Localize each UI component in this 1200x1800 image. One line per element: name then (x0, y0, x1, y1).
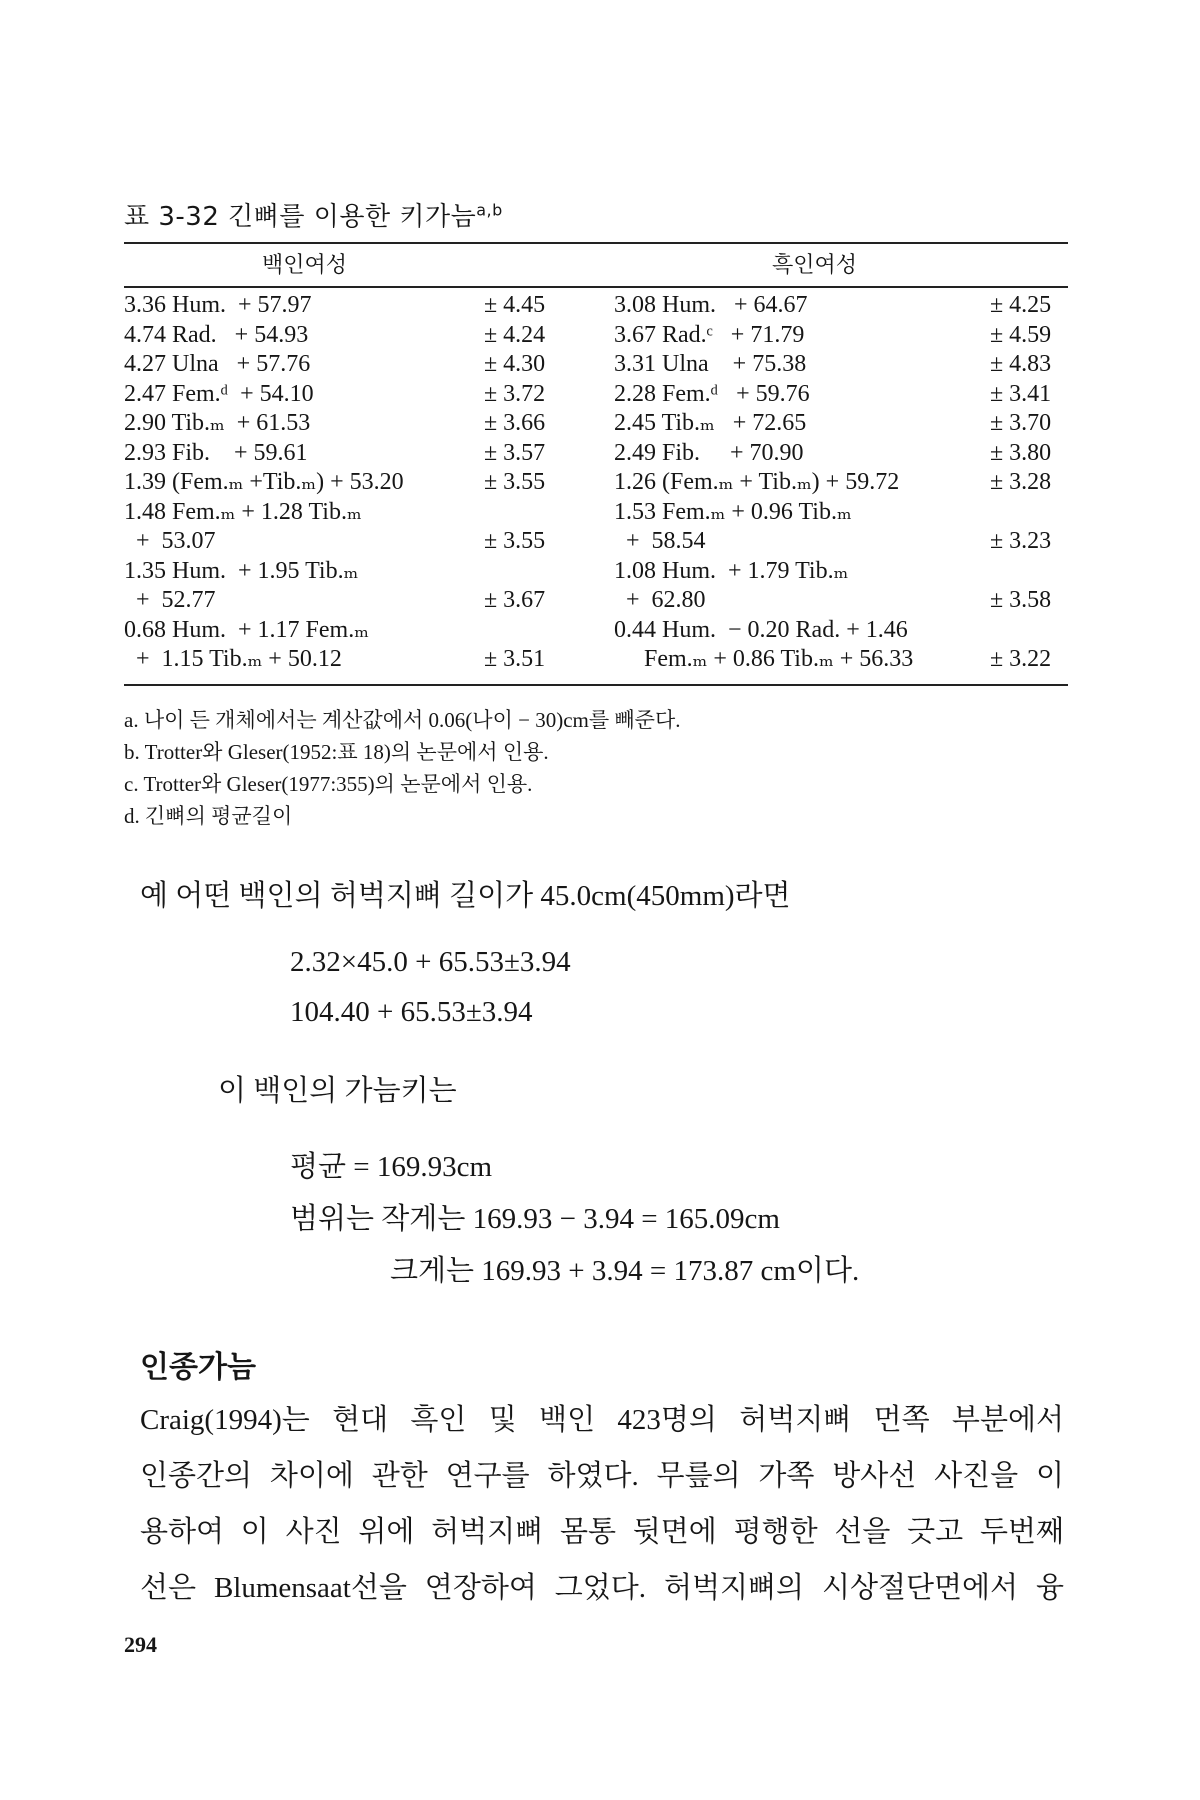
table-cell-error: ± 3.57 (484, 439, 546, 466)
table-caption (124, 196, 503, 233)
table-top-rule (124, 242, 1068, 244)
footnote-b: b. Trotter와 Gleser(1952:표 18)의 논문에서 인용. (124, 740, 549, 764)
table-caption-text: 표 3-32 긴뼈를 이용한 키가늠 (124, 202, 477, 232)
table-cell-formula: + 58.54 (614, 528, 706, 554)
table-cell-formula: 0.44 Hum. − 0.20 Rad. + 1.46 (614, 616, 908, 643)
example-result-label: 이 백인의 가늠키는 (218, 1075, 457, 1107)
footnote-c: c. Trotter와 Gleser(1977:355)의 논문에서 인용. (124, 772, 533, 796)
example-calc-1: 2.32×45.0 + 65.53±3.94 (290, 946, 571, 978)
table-cell-formula: 3.67 Rad.ᶜ + 71.79 (614, 321, 805, 348)
table-cell-formula: 3.36 Hum. + 57.97 (124, 292, 312, 318)
table-cell-formula: + 53.07 (124, 528, 216, 554)
section-heading: 인종가늠 (140, 1350, 256, 1385)
table-cell-formula: 2.93 Fib. + 59.61 (124, 439, 308, 466)
paragraph-line-2: 인종간의 차이에 관한 연구를 하였다. 무릎의 가쪽 방사선 사진을 이 (140, 1460, 1064, 1492)
example-mean: 평균 = 169.93cm (290, 1151, 493, 1183)
table-cell-error: ± 3.23 (990, 528, 1052, 554)
table-cell-error: ± 3.58 (990, 587, 1052, 613)
table-cell-error: ± 3.80 (990, 439, 1052, 466)
table-header-rule (124, 286, 1068, 288)
example-intro: 예 어떤 백인의 허벅지뼈 길이가 45.0cm(450mm)라면 (140, 880, 791, 912)
table-cell-formula: 1.08 Hum. + 1.79 Tib.ₘ (614, 557, 849, 584)
table-cell-error: ± 4.83 (990, 351, 1052, 377)
footnote-d: d. 긴뼈의 평균길이 (124, 804, 293, 828)
table-cell-formula: 2.47 Fem.ᵈ + 54.10 (124, 380, 314, 407)
table-cell-error: ± 3.28 (990, 469, 1052, 495)
paragraph-line-3: 용하여 이 사진 위에 허벅지뼈 몸통 뒷면에 평행한 선을 긋고 두번째 (140, 1516, 1064, 1548)
footnote-a: a. 나이 든 개체에서는 계산값에서 0.06(나이 − 30)cm를 빼준다. (124, 708, 681, 732)
table-cell-formula: + 62.80 (614, 587, 706, 613)
table-cell-error: ± 4.30 (484, 351, 546, 377)
table-cell-error: ± 3.41 (990, 380, 1052, 407)
paragraph-line-4: 선은 Blumensaat선을 연장하여 그었다. 허벅지뼈의 시상절단면에서 융 (140, 1572, 1064, 1604)
table-cell-formula: 2.28 Fem.ᵈ + 59.76 (614, 380, 810, 407)
body-paragraph (140, 1392, 1064, 1616)
table-cell-formula: 1.35 Hum. + 1.95 Tib.ₘ (124, 557, 359, 584)
table-cell-formula: + 1.15 Tib.ₘ + 50.12 (124, 646, 342, 672)
table-cell-formula: 0.68 Hum. + 1.17 Fem.ₘ (124, 616, 369, 643)
table-cell-error: ± 3.72 (484, 380, 546, 407)
table-cell-formula: 2.45 Tib.ₘ + 72.65 (614, 410, 807, 436)
table-cell-formula: Fem.ₘ + 0.86 Tib.ₘ + 56.33 (614, 646, 914, 672)
table-header-black-women: 흑인여성 (772, 253, 858, 278)
table-cell-formula: 2.49 Fib. + 70.90 (614, 439, 804, 466)
table-cell-error: ± 3.51 (484, 646, 546, 672)
table-cell-error: ± 3.66 (484, 410, 546, 436)
table-cell-error: ± 3.55 (484, 469, 546, 495)
table-cell-error: ± 4.25 (990, 292, 1052, 318)
table-cell-error: ± 4.45 (484, 292, 546, 318)
example-range-high: 크게는 169.93 + 3.94 = 173.87 cm이다. (390, 1255, 860, 1287)
table-cell-formula: 3.31 Ulna + 75.38 (614, 351, 807, 377)
table-cell-formula: 1.26 (Fem.ₘ + Tib.ₘ) + 59.72 (614, 469, 900, 495)
table-header-white-women: 백인여성 (262, 253, 348, 278)
table-cell-formula: 2.90 Tib.ₘ + 61.53 (124, 410, 311, 436)
table-cell-error: ± 3.22 (990, 646, 1052, 672)
table-cell-error: ± 4.24 (484, 321, 546, 348)
table-caption-footnote-marks: a,b (476, 200, 503, 220)
page-number: 294 (124, 1632, 157, 1657)
table-cell-formula: 1.39 (Fem.ₘ +Tib.ₘ) + 53.20 (124, 469, 404, 495)
table-bottom-rule (124, 684, 1068, 686)
table-cell-error: ± 3.55 (484, 528, 546, 554)
table-cell-error: ± 3.70 (990, 410, 1052, 436)
table-cell-formula: 1.48 Fem.ₘ + 1.28 Tib.ₘ (124, 498, 362, 525)
table-cell-formula: + 52.77 (124, 587, 216, 613)
example-range-low: 범위는 작게는 169.93 − 3.94 = 165.09cm (290, 1203, 780, 1235)
example-calc-2: 104.40 + 65.53±3.94 (290, 996, 533, 1028)
table-cell-formula: 1.53 Fem.ₘ + 0.96 Tib.ₘ (614, 498, 852, 525)
table-cell-error: ± 3.67 (484, 587, 546, 613)
table-cell-error: ± 4.59 (990, 321, 1052, 348)
paragraph-line-1: Craig(1994)는 현대 흑인 및 백인 423명의 허벅지뼈 먼쪽 부분에서 (140, 1404, 1064, 1436)
table-cell-formula: 4.74 Rad. + 54.93 (124, 321, 309, 348)
table-cell-formula: 3.08 Hum. + 64.67 (614, 292, 808, 318)
table-cell-formula: 4.27 Ulna + 57.76 (124, 351, 311, 377)
